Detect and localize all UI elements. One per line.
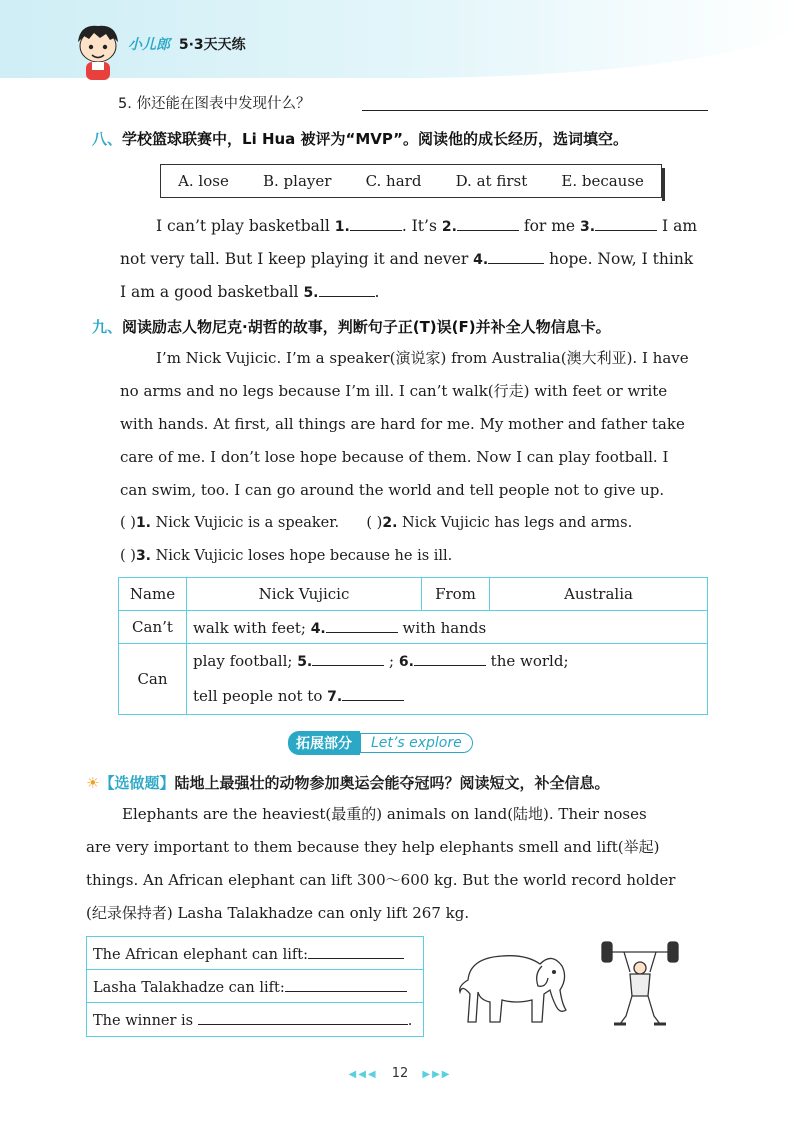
- section-9-instruction: 阅读励志人物尼克·胡哲的故事，判断句子正(T)误(F)并补全人物信息卡。: [122, 318, 611, 336]
- answer-row: [87, 1003, 424, 1037]
- question-5: 5. 你还能在图表中发现什么？: [118, 96, 311, 112]
- blank-number: 3.: [580, 219, 596, 235]
- blank-5[interactable]: [319, 282, 375, 297]
- answer-blank[interactable]: [285, 977, 407, 992]
- blank-number: 5.: [303, 285, 319, 301]
- page-footer: [0, 1066, 800, 1081]
- tf-paren[interactable]: ( ): [120, 515, 136, 531]
- answer-label: The winner is: [93, 1013, 194, 1029]
- section-9-passage: [120, 342, 710, 507]
- word-option: B. player: [262, 172, 332, 190]
- tf-number: 3.: [135, 548, 151, 564]
- passage-line: things. An African elephant can lift 300～600 kg. But the world record holder: [86, 871, 676, 889]
- text: ;: [384, 652, 399, 670]
- passage-line: care of me. I don’t lose hope because of them. Now I can play football. I: [120, 448, 669, 466]
- tf-row-1: [120, 507, 710, 540]
- text: the world;: [485, 652, 569, 670]
- text: hope. Now, I think: [544, 250, 694, 268]
- answer-cell: [87, 937, 424, 970]
- blank-1[interactable]: [350, 216, 402, 231]
- answer-label: The African elephant can lift:: [93, 946, 308, 963]
- arrows-left-icon: ◀◀◀: [348, 1069, 378, 1080]
- blank-4[interactable]: [326, 618, 398, 633]
- name-value: Nick Vujicic: [187, 578, 422, 611]
- from-value: Australia: [490, 578, 708, 611]
- blank-number: 6.: [398, 654, 414, 670]
- boy-mascot-icon: [72, 20, 124, 82]
- explore-banner: [288, 732, 473, 754]
- text: I am: [657, 217, 698, 235]
- answer-cell: [87, 970, 424, 1003]
- blank-number: 4.: [473, 252, 489, 268]
- optional-instruction: 陆地上最强壮的动物参加奥运会能夺冠吗？阅读短文，补全信息。: [174, 774, 610, 792]
- blank-number: 2.: [441, 219, 457, 235]
- page-number: 12: [391, 1066, 409, 1081]
- blank-2[interactable]: [457, 216, 519, 231]
- explore-en: Let’s explore: [360, 733, 473, 753]
- section-9-title: [92, 316, 611, 337]
- answer-table: [86, 936, 424, 1037]
- name-label: Name: [119, 578, 187, 611]
- passage-line: are very important to them because they help elephants smell and lift(举起): [86, 838, 660, 856]
- info-card: [118, 577, 708, 715]
- passage-line: I’m Nick Vujicic. I’m a speaker(演说家) from Australia(澳大利亚). I have: [156, 349, 689, 367]
- text: play football;: [193, 652, 298, 670]
- answer-row: [87, 970, 424, 1003]
- passage-line: (纪录保持者) Lasha Talakhadze can only lift 267 kg.: [86, 904, 470, 922]
- text: with hands: [397, 618, 487, 637]
- cant-value: [187, 611, 708, 644]
- info-row: [119, 578, 708, 611]
- text: . It’s: [401, 217, 442, 235]
- word-option: C. hard: [365, 172, 422, 190]
- tf-row-2: [120, 540, 710, 573]
- passage-line: no arms and no legs because I’m ill. I can’t walk(行走) with feet or write: [120, 382, 668, 400]
- optional-title: [86, 772, 609, 793]
- info-row: [119, 611, 708, 644]
- arrows-right-icon: ▶▶▶: [422, 1069, 452, 1080]
- tf-statement: Nick Vujicic has legs and arms.: [402, 515, 633, 531]
- blank-number: 4.: [310, 620, 326, 637]
- text: I can’t play basketball: [156, 217, 335, 235]
- passage-line: Elephants are the heaviest(最重的) animals on land(陆地). Their noses: [122, 805, 647, 823]
- word-bank: [160, 164, 662, 198]
- tf-number: 2.: [382, 515, 398, 531]
- word-option: A. lose: [178, 172, 229, 190]
- tf-paren[interactable]: ( ): [120, 548, 136, 564]
- section-9-number: 九、: [92, 318, 123, 336]
- passage-line: with hands. At first, all things are hard for me. My mother and father take: [120, 415, 685, 433]
- blank-5[interactable]: [312, 651, 384, 666]
- elephant-icon: [456, 944, 576, 1028]
- tf-statement: Nick Vujicic is a speaker.: [155, 515, 340, 531]
- answer-cell: [87, 1003, 424, 1037]
- answer-row: [87, 937, 424, 970]
- can-value: [187, 644, 708, 715]
- section-8-line-3: [120, 276, 710, 310]
- text: for me: [518, 217, 581, 235]
- weightlifter-icon: [600, 938, 680, 1030]
- brand-logo: 小儿郎: [128, 37, 170, 53]
- optional-passage: [86, 798, 711, 930]
- section-8-line-2: [120, 243, 710, 277]
- text: tell people not to: [193, 687, 328, 705]
- blank-4[interactable]: [488, 249, 544, 264]
- section-8-line-1: [156, 210, 710, 244]
- blank-number: 5.: [297, 654, 313, 670]
- answer-end: .: [407, 1013, 413, 1029]
- tf-number: 1.: [135, 515, 151, 531]
- word-option: E. because: [561, 172, 644, 190]
- info-row: [119, 644, 708, 715]
- answer-line-q5[interactable]: [362, 110, 708, 111]
- answer-blank[interactable]: [308, 944, 404, 959]
- brand: [128, 34, 246, 54]
- can-label: Can: [119, 644, 187, 715]
- word-option: D. at first: [455, 172, 528, 190]
- section-8-number: 八、: [92, 130, 123, 148]
- text: walk with feet;: [193, 618, 311, 637]
- blank-number: 1.: [334, 219, 350, 235]
- passage-line: can swim, too. I can go around the world and tell people not to give up.: [120, 481, 665, 499]
- section-8-title: [92, 128, 628, 149]
- text: .: [374, 283, 380, 301]
- section-8-instruction: 学校篮球联赛中，Li Hua 被评为“MVP”。阅读他的成长经历，选词填空。: [122, 130, 629, 148]
- blank-7[interactable]: [342, 686, 404, 701]
- cant-label: Can’t: [119, 611, 187, 644]
- optional-tag: 【选做题】: [99, 774, 175, 792]
- tf-statement: Nick Vujicic loses hope because he is ill.: [155, 548, 453, 564]
- brand-series: 5·3天天练: [178, 37, 246, 53]
- from-label: From: [422, 578, 490, 611]
- explore-cn: 拓展部分: [288, 731, 360, 755]
- answer-label: Lasha Talakhadze can lift:: [93, 979, 285, 996]
- tf-paren[interactable]: ( ): [366, 515, 383, 531]
- text: not very tall. But I keep playing it and never: [120, 250, 474, 268]
- blank-6[interactable]: [414, 651, 486, 666]
- blank-3[interactable]: [595, 216, 657, 231]
- blank-number: 7.: [327, 689, 343, 705]
- text: I am a good basketball: [120, 283, 304, 301]
- lightbulb-icon: ☀: [86, 774, 100, 792]
- answer-blank[interactable]: [198, 1010, 408, 1025]
